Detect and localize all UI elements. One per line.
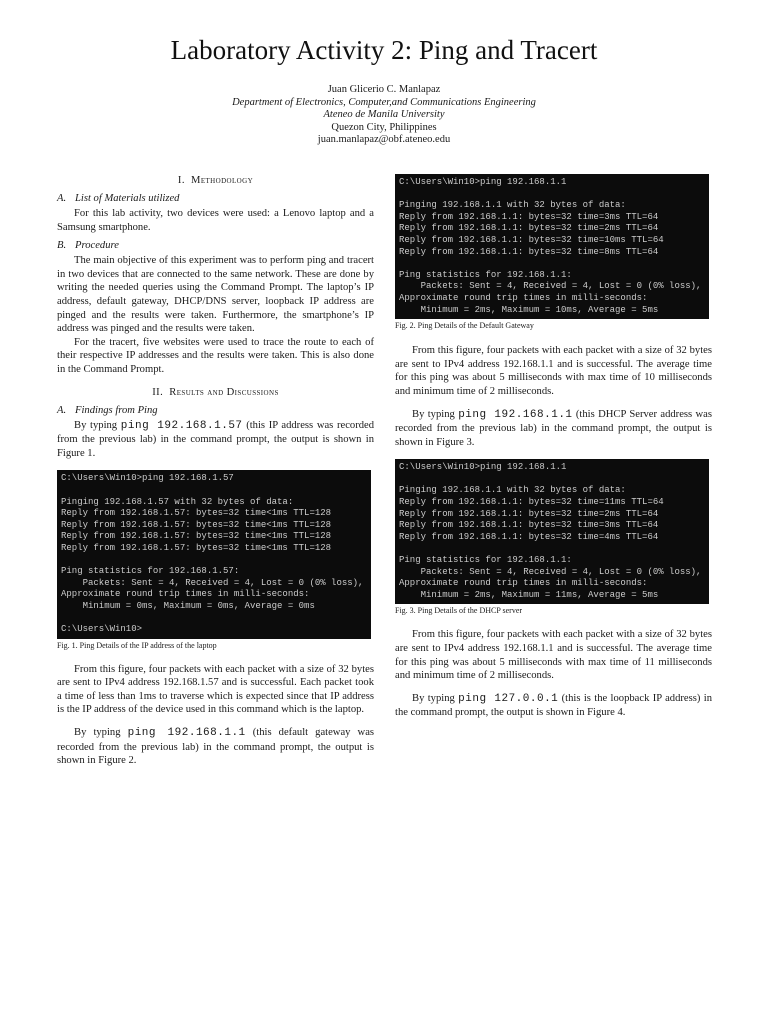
figure-caption: Fig. 1. Ping Details of the IP address of the laptop [57, 640, 217, 650]
inline-code: ping 192.168.1.1 [458, 408, 573, 421]
dhcp-intro-paragraph [395, 408, 712, 450]
terminal-line: Packets: Sent = 4, Received = 4, Lost = 0 (0% loss), [399, 566, 702, 577]
author-university: Ateneo de Manila University [323, 109, 445, 120]
terminal-line [61, 485, 367, 497]
terminal-line: Packets: Sent = 4, Received = 4, Lost = 0 (0% loss), [61, 577, 364, 588]
terminal-line: Reply from 192.168.1.1: bytes=32 time=2ms TTL=64 [399, 223, 659, 234]
terminal-line: Minimum = 0ms, Maximum = 0ms, Average = 0ms [61, 600, 315, 611]
fig1-discussion-paragraph: From this figure, four packets with each packet with a size of 32 bytes are sent to IPv4 address 192.168.1.57 and is successful. Each packet took a time of less than 1ms to traverse which is expected since that IP address is the IP address of the device used in this command which is the laptop. [57, 663, 374, 716]
terminal-line: Reply from 192.168.1.57: bytes=32 time<1ms TTL=128 [61, 542, 332, 553]
figure-1 [57, 470, 374, 650]
terminal-line: Minimum = 2ms, Maximum = 11ms, Average = 5ms [399, 589, 659, 600]
terminal-line: Ping statistics for 192.168.1.1: [399, 555, 572, 566]
author-block [0, 84, 768, 147]
figure-caption: Fig. 3. Ping Details of the DHCP server [395, 606, 523, 616]
procedure-paragraph-1: The main objective of this experiment was to perform ping and tracert in two devices that are connected to the same network. These are done by writing the needed queries using the Command Prompt. The laptop’s IP address, default gateway, DHCP/DNS server, loopback IP address are pinged and the results were taken. Furthermore, the smartphone’s IP address was pinged and the results were taken. [57, 255, 374, 335]
terminal-line: C:\Users\Win10>ping 192.168.1.1 [399, 177, 567, 187]
subheading-materials [57, 192, 374, 205]
terminal-line: Reply from 192.168.1.57: bytes=32 time<1ms TTL=128 [61, 519, 332, 530]
fig2-discussion-paragraph: From this figure, four packets with each packet with a size of 32 bytes are sent to IPv4 address 192.168.1.1 and is successful. The average time for this ping was about 5 milliseconds with max time of 10 milliseconds and minimum time of 2 milliseconds. [395, 345, 712, 397]
terminal-line: C:\Users\Win10>ping 192.168.1.57 [61, 473, 234, 484]
subheading-letter: B. [57, 240, 67, 252]
terminal-line: Minimum = 2ms, Maximum = 10ms, Average = 5ms [399, 304, 659, 315]
loopback-intro-paragraph [395, 692, 712, 720]
findings-paragraph-1 [57, 419, 374, 461]
terminal-line: Pinging 192.168.1.1 with 32 bytes of data: [399, 485, 626, 496]
terminal-line: Reply from 192.168.1.1: bytes=32 time=2ms TTL=64 [399, 508, 659, 519]
inline-code: ping 192.168.1.1 [127, 727, 246, 739]
terminal-screenshot-fig1 [57, 470, 371, 638]
terminal-line [399, 258, 705, 270]
fig3-discussion-paragraph: From this figure, four packets with each packet with a size of 32 bytes are sent to IPv4 address 192.168.1.1 and is successful. The average time for this ping was about 5 milliseconds with max time of 11 milliseconds and minimum time of 2 milliseconds. [395, 629, 712, 682]
text-run: By typing [74, 727, 128, 738]
section-numeral: II. [152, 386, 164, 398]
paper-title: Laboratory Activity 2: Ping and Tracert [170, 35, 598, 65]
subheading-letter: A. [57, 193, 67, 204]
figure-2 [395, 174, 712, 331]
right-column [395, 174, 712, 720]
terminal-line: Reply from 192.168.1.1: bytes=32 time=3ms TTL=64 [399, 520, 659, 531]
subheading-findings [57, 404, 374, 417]
terminal-line: Reply from 192.168.1.1: bytes=32 time=3ms TTL=64 [399, 211, 659, 222]
terminal-line [399, 474, 705, 486]
inline-code: ping 127.0.0.1 [458, 692, 559, 705]
section-title: Methodology [191, 175, 254, 186]
inline-code: ping 192.168.1.57 [120, 419, 243, 432]
terminal-line: Approximate round trip times in milli-seconds: [399, 292, 648, 303]
text-run: By typing [412, 692, 459, 704]
left-column [57, 174, 374, 768]
subheading-title: Procedure [75, 240, 119, 252]
figure-caption: Fig. 2. Ping Details of the Default Gateway [395, 321, 534, 331]
subheading-title: Findings from Ping [75, 404, 158, 416]
terminal-line: C:\Users\Win10> [61, 624, 143, 635]
subheading-title: List of Materials utilized [75, 193, 180, 204]
terminal-screenshot-fig2 [395, 174, 709, 319]
terminal-line: Pinging 192.168.1.1 with 32 bytes of data: [399, 200, 626, 211]
terminal-line: Approximate round trip times in milli-seconds: [399, 578, 648, 589]
terminal-line: Ping statistics for 192.168.1.57: [61, 566, 240, 577]
terminal-line: Reply from 192.168.1.57: bytes=32 time<1ms TTL=128 [61, 531, 332, 542]
section-heading-results [57, 386, 374, 399]
terminal-line: Reply from 192.168.1.1: bytes=32 time=10ms TTL=64 [399, 234, 664, 245]
terminal-line: Ping statistics for 192.168.1.1: [399, 269, 572, 280]
terminal-line: Reply from 192.168.1.1: bytes=32 time=11ms TTL=64 [399, 497, 664, 508]
gateway-intro-paragraph [57, 726, 374, 768]
figure-3 [395, 459, 712, 616]
terminal-line: Pinging 192.168.1.57 with 32 bytes of data: [61, 496, 294, 507]
terminal-line [399, 189, 705, 201]
text-run: (this DHCP Server address was recorded from the previous lab) in the command prompt, the output is shown in Figure 3. [395, 408, 712, 448]
terminal-line: Approximate round trip times in milli-seconds: [61, 589, 310, 600]
terminal-line: Reply from 192.168.1.1: bytes=32 time=8ms TTL=64 [399, 246, 659, 257]
materials-paragraph: For this lab activity, two devices were used: a Lenovo laptop and a Samsung smartphone. [57, 208, 374, 233]
terminal-line [61, 554, 367, 566]
terminal-line: Packets: Sent = 4, Received = 4, Lost = 0 (0% loss), [399, 281, 702, 292]
section-title: Results and Discussions [169, 386, 279, 398]
author-city: Quezon City, Philippines [331, 121, 437, 133]
procedure-paragraph-2: For the tracert, five websites were used to trace the route to each of their respective IP addresses and the results were taken. This is also done in the Command Prompt. [57, 336, 374, 375]
author-department: Department of Electronics, Computer,and Communications Engineering [232, 96, 536, 108]
terminal-line: C:\Users\Win10>ping 192.168.1.1 [399, 462, 567, 473]
author-email[interactable]: juan.manlapaz@obf.ateneo.edu [317, 134, 451, 145]
subheading-procedure [57, 239, 374, 252]
text-run: (this IP address was recorded from the previous lab) in the command prompt, the output is shown in Figure 1. [57, 419, 375, 459]
text-run: By typing [74, 419, 121, 431]
subheading-letter: A. [57, 404, 67, 416]
terminal-line: Reply from 192.168.1.1: bytes=32 time=4ms TTL=64 [399, 531, 659, 542]
section-numeral: I. [177, 175, 185, 186]
terminal-screenshot-fig3 [395, 459, 709, 604]
terminal-line: Reply from 192.168.1.57: bytes=32 time<1ms TTL=128 [61, 508, 332, 519]
text-run: (this is the loopback IP address) in the command prompt, the output is shown in Figure 4. [395, 692, 713, 719]
text-run: (this default gateway was recorded from the previous lab) in the command prompt, the output is shown in Figure 2. [57, 727, 375, 767]
section-heading-methodology [57, 174, 374, 187]
text-run: By typing [412, 408, 459, 420]
terminal-line [61, 612, 367, 624]
terminal-line [399, 543, 705, 555]
author-name: Juan Glicerio C. Manlapaz [327, 84, 441, 95]
